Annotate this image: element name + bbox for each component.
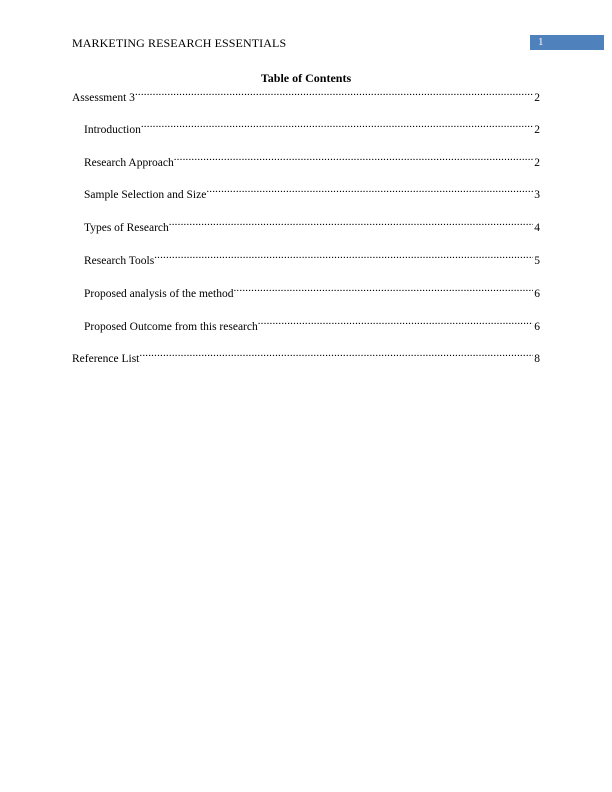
toc-entry-reference-list[interactable] xyxy=(72,348,540,366)
toc-entry-label: Proposed Outcome from this research xyxy=(84,321,258,333)
toc-entry-page: 6 xyxy=(534,288,540,300)
toc-entry-page: 3 xyxy=(534,189,540,201)
toc-entry-label: Introduction xyxy=(84,124,141,136)
dot-leader xyxy=(141,119,533,133)
dot-leader xyxy=(154,250,533,264)
dot-leader xyxy=(174,152,534,166)
dot-leader xyxy=(258,316,534,330)
toc-heading: Table of Contents xyxy=(260,71,352,85)
toc-entry-page: 5 xyxy=(534,255,540,267)
dot-leader xyxy=(206,184,533,198)
toc-entry-types-of-research[interactable] xyxy=(84,217,540,235)
toc-entry-label: Proposed analysis of the method xyxy=(84,288,234,300)
toc-entry-label: Assessment 3 xyxy=(72,92,135,104)
dot-leader xyxy=(233,283,533,297)
page-number: 1 xyxy=(538,36,544,48)
dot-leader xyxy=(169,217,533,231)
toc-entry-label: Types of Research xyxy=(84,222,169,234)
toc-entry-label: Research Tools xyxy=(84,255,155,267)
toc-entry-proposed-outcome[interactable] xyxy=(84,316,540,334)
toc-entry-page: 8 xyxy=(534,353,540,365)
toc-entry-page: 2 xyxy=(534,92,540,104)
toc-entry-page: 2 xyxy=(534,157,540,169)
page-number-badge xyxy=(530,35,604,50)
dot-leader xyxy=(139,348,533,362)
toc-entry-page: 4 xyxy=(534,222,540,234)
toc-entry-sample-selection[interactable] xyxy=(84,184,540,202)
running-header-title: MARKETING RESEARCH ESSENTIALS xyxy=(72,36,287,50)
toc-entry-label: Reference List xyxy=(72,353,140,365)
toc-entry-label: Sample Selection and Size xyxy=(84,189,207,201)
toc-entry-page: 2 xyxy=(534,124,540,136)
toc-entry-label: Research Approach xyxy=(84,157,174,169)
dot-leader xyxy=(135,87,533,101)
toc-entry-page: 6 xyxy=(534,321,540,333)
toc-entry-assessment-3[interactable] xyxy=(72,87,540,105)
toc-entry-proposed-analysis[interactable] xyxy=(84,283,540,301)
toc-entry-research-tools[interactable] xyxy=(84,250,540,268)
toc-entry-introduction[interactable] xyxy=(84,119,540,137)
toc-entry-research-approach[interactable] xyxy=(84,152,540,170)
